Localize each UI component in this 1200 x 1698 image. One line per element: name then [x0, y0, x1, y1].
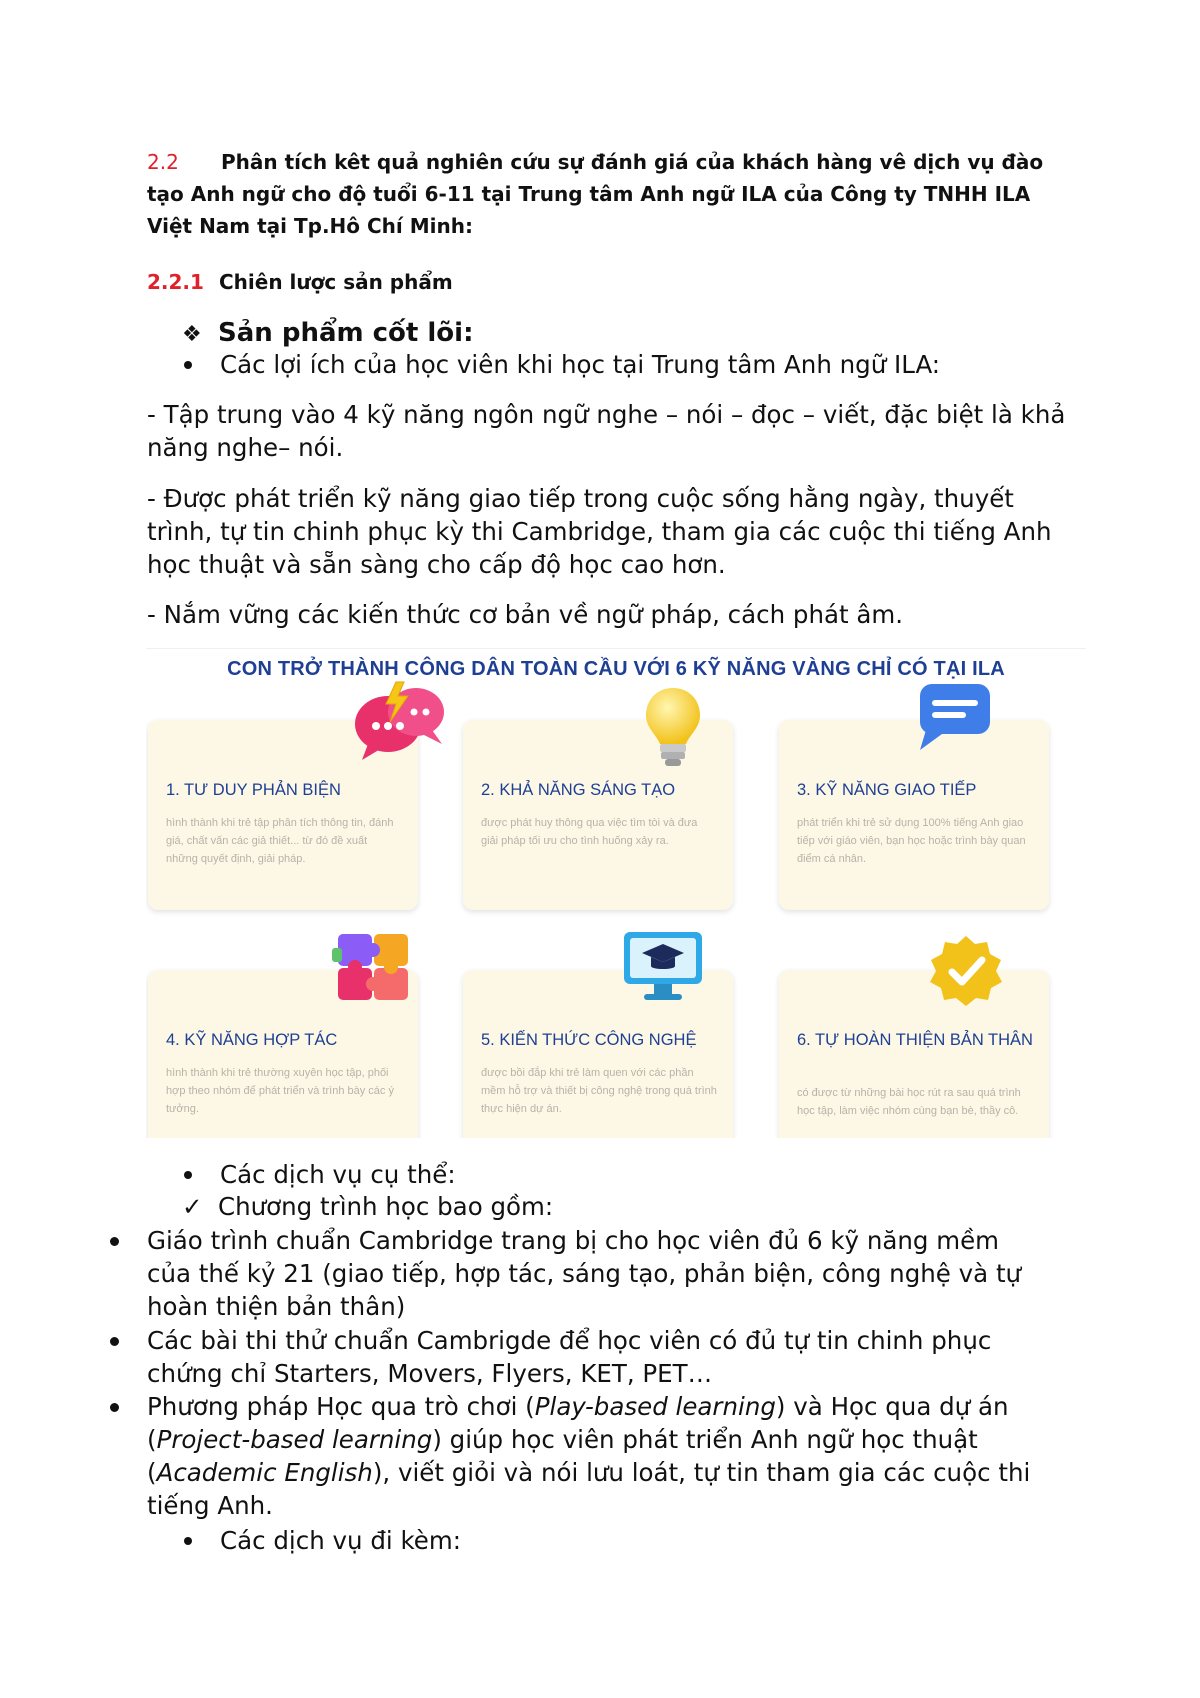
diamond-bullet-icon: ❖ [182, 322, 202, 347]
play-based-term: Play-based learning [534, 1392, 776, 1421]
check-badge-icon [926, 934, 1006, 1014]
monitor-graduation-cap-icon [622, 930, 704, 1004]
subsection-title: Chiên lược sản phẩm [219, 270, 453, 294]
skill-card-title: 3. KỸ NĂNG GIAO TIẾP [797, 781, 977, 799]
benefits-intro-item: Các lợi ích của học viên khi học tại Trung tâm Anh ngữ ILA: [184, 348, 1084, 382]
speech-bubble-icon [914, 680, 994, 754]
skill-card-title: 4. KỸ NĂNG HỢP TÁC [166, 1031, 338, 1049]
list-item: Các bài thi thử chuẩn Cambrigde để học viên có đủ tự tin chinh phục chứng chỉ Starters, Movers, Flyers, KET, PET… [110, 1324, 1050, 1390]
specific-services-item: Các dịch vụ cụ thể: [184, 1158, 784, 1192]
skills-infographic [146, 648, 1086, 1138]
skill-card-title: 1. TƯ DUY PHẢN BIỆN [166, 781, 341, 799]
benefit-point-2: - Được phát triển kỹ năng giao tiếp trong cuộc sống hằng ngày, thuyết trình, tự tin chinh phục kỳ thi Cambridge, tham gia các cuộc thi tiếng Anh học thuật và sẵn sàng cho cấp độ học cao hơn. [147, 484, 1052, 579]
skill-card-desc: phát triển khi trẻ sử dụng 100% tiếng Anh giao tiếp với giáo viên, bạn học hoặc trình bày quan điểm cá nhân. [797, 817, 1026, 865]
skill-card-desc: được bồi đắp khi trẻ làm quen với các phần mềm hỗ trợ và thiết bị công nghệ trong quá trình thực hiện dự án. [481, 1067, 717, 1115]
infographic-title: CON TRỞ THÀNH CÔNG DÂN TOÀN CẦU VỚI 6 KỸ NĂNG VÀNG CHỈ CÓ TẠI ILA [227, 658, 1005, 680]
academic-english-term: Academic English [156, 1458, 373, 1487]
project-based-term: Project-based learning [156, 1425, 433, 1454]
bullet-icon [184, 1537, 192, 1545]
section-title: Phân tích kêt quả nghiên cứu sự đánh giá của khách hàng vê dịch vụ đào tạo Anh ngữ cho độ tuổi 6-11 tại Trung tâm Anh ngữ ILA của Công ty TNHH ILA Việt Nam tại Tp.Hô Chí Minh: [147, 150, 1044, 238]
list-item: Giáo trình chuẩn Cambridge trang bị cho học viên đủ 6 kỹ năng mềm của thế kỷ 21 (giao tiếp, hợp tác, sáng tạo, phản biện, công nghệ và tự hoàn thiện bản thân) [110, 1224, 1050, 1324]
bullet-icon [110, 1237, 119, 1246]
checkmark-icon: ✓ [182, 1192, 203, 1221]
chat-bubbles-icon [352, 678, 448, 764]
method-paragraph: Phương pháp Học qua trò chơi (Play-based learning) và Học qua dự án (Project-based learning) giúp học viên phát triển Anh ngữ học thuật (Academic English), viết giỏi và nói lưu loát, tự tin tham gia các cuộc thi tiếng Anh. [147, 1392, 1031, 1520]
bullet-icon [184, 361, 192, 369]
core-product-title: ❖ Sản phẩm cốt lõi: [182, 316, 473, 352]
section-number: 2.2 [147, 150, 179, 174]
section-2-2-heading [147, 146, 1047, 242]
skill-card-desc: có được từ những bài học rút ra sau quá trình học tập, làm việc nhóm cùng bạn bè, thầy cô. [797, 1087, 1021, 1117]
benefit-point-1: - Tập trung vào 4 kỹ năng ngôn ngữ nghe – nói – đọc – viết, đặc biệt là khả năng nghe– nói. [147, 400, 1066, 462]
skill-card [779, 970, 1049, 1138]
bullet-icon [110, 1337, 119, 1346]
skill-card-title: 5. KIẾN THỨC CÔNG NGHỆ [481, 1031, 697, 1049]
section-2-2-1-heading [147, 266, 453, 298]
bullet-icon [184, 1171, 192, 1179]
subsection-number: 2.2.1 [147, 270, 204, 294]
benefit-point-3: - Nắm vững các kiến thức cơ bản về ngữ pháp, cách phát âm. [147, 600, 904, 629]
skill-card-title: 2. KHẢ NĂNG SÁNG TẠO [481, 781, 676, 799]
accompanying-services-item: Các dịch vụ đi kèm: [184, 1524, 784, 1558]
puzzle-icon [328, 926, 418, 1006]
lightbulb-icon [642, 684, 704, 772]
skill-card-desc: hình thành khi trẻ tập phân tích thông tin, đánh giá, chất vấn các giả thiết... từ đó đề xuất những quyết định, giải pháp. [166, 817, 394, 865]
list-item [110, 1390, 1050, 1524]
skill-card-title: 6. TỰ HOÀN THIỆN BẢN THÂN [797, 1031, 1033, 1049]
bullet-icon [110, 1403, 119, 1412]
skill-card-desc: được phát huy thông qua việc tìm tòi và đưa giải pháp tối ưu cho tình huống xảy ra. [481, 817, 698, 847]
program-checklist-item: ✓ Chương trình học bao gồm: [182, 1192, 554, 1221]
skill-card-desc: hình thành khi trẻ thường xuyên học tập, phối hợp theo nhóm để phát triển và trình bày các ý tưởng. [166, 1067, 394, 1115]
